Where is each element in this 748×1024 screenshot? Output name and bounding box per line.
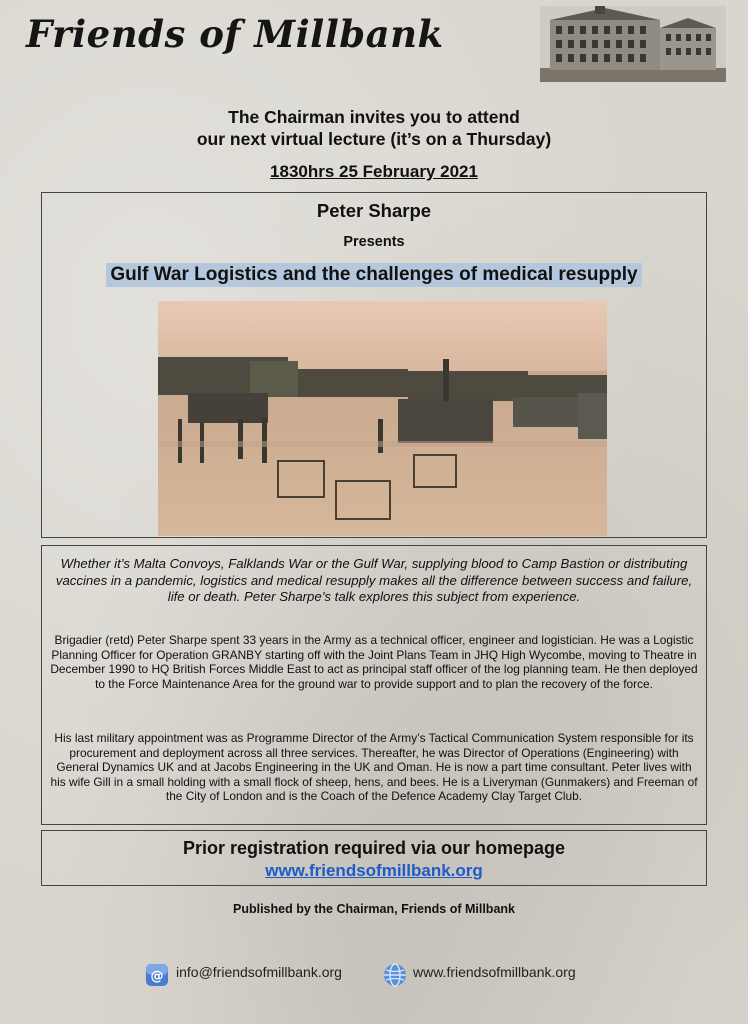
logo-text: Friends of Millbank [26, 12, 444, 56]
lecture-title: Gulf War Logistics and the challenges of medical resupply [106, 263, 641, 287]
speaker-bio-2: His last military appointment was as Programme Director of the Army’s Tactical Communication System responsible for its procurement and deployment across all three services. Thereafter, he was Director of Operations (Engineering) with General Dynamics UK and at Jacobs Engineering in the UK and Oman. He is now a part time consultant. Peter lives with his wife Gill in a small holding with a small flock of sheep, hens, and bees. He is a Liveryman (Gunmakers) and Freeman of the City of London and is the Coach of the Defence Academy Clay Target Club. [50, 731, 698, 803]
desert-tanks-photo [158, 301, 607, 536]
speaker-bio-1: Brigadier (retd) Peter Sharpe spent 33 years in the Army as a technical officer, engineer and logistician. He was a Logistic Planning Officer for Operation GRANBY starting off with the Joint Plans Team in JHQ High Wycombe, moving to Theatre in December 1990 to HQ British Forces Middle East to act as principal staff officer of the log planning team. He then deployed to the Force Maintenance Area for the ground war to provide support and to plan the recovery of the force. [50, 633, 698, 691]
lecture-date: 1830hrs 25 February 2021 [270, 162, 478, 181]
svg-text:@: @ [150, 969, 164, 984]
homepage-link[interactable]: www.friendsofmillbank.org [265, 861, 483, 880]
invitation-line-1: The Chairman invites you to attend [228, 107, 520, 127]
email-icon [144, 962, 170, 988]
globe-icon [382, 962, 408, 988]
email-address[interactable]: info@friendsofmillbank.org [176, 964, 342, 980]
speaker-name: Peter Sharpe [316, 200, 432, 221]
registration-text: Prior registration required via our homepage [182, 838, 566, 858]
website-address[interactable]: www.friendsofmillbank.org [413, 964, 576, 980]
lecture-title-wrap [0, 263, 748, 287]
presents-label: Presents [343, 234, 405, 250]
building-illustration [540, 6, 726, 82]
lecture-intro: Whether it’s Malta Convoys, Falklands War or the Gulf War, supplying blood to Camp Bastion or distributing vaccines in a pandemic, logistics and medical resupply makes all the difference between success and failure, life or death. Peter Sharpe’s talk explores this subject from experience. [55, 556, 693, 604]
invitation-line-2: our next virtual lecture (it’s on a Thursday) [196, 129, 552, 149]
published-by: Published by the Chairman, Friends of Millbank [233, 902, 515, 916]
